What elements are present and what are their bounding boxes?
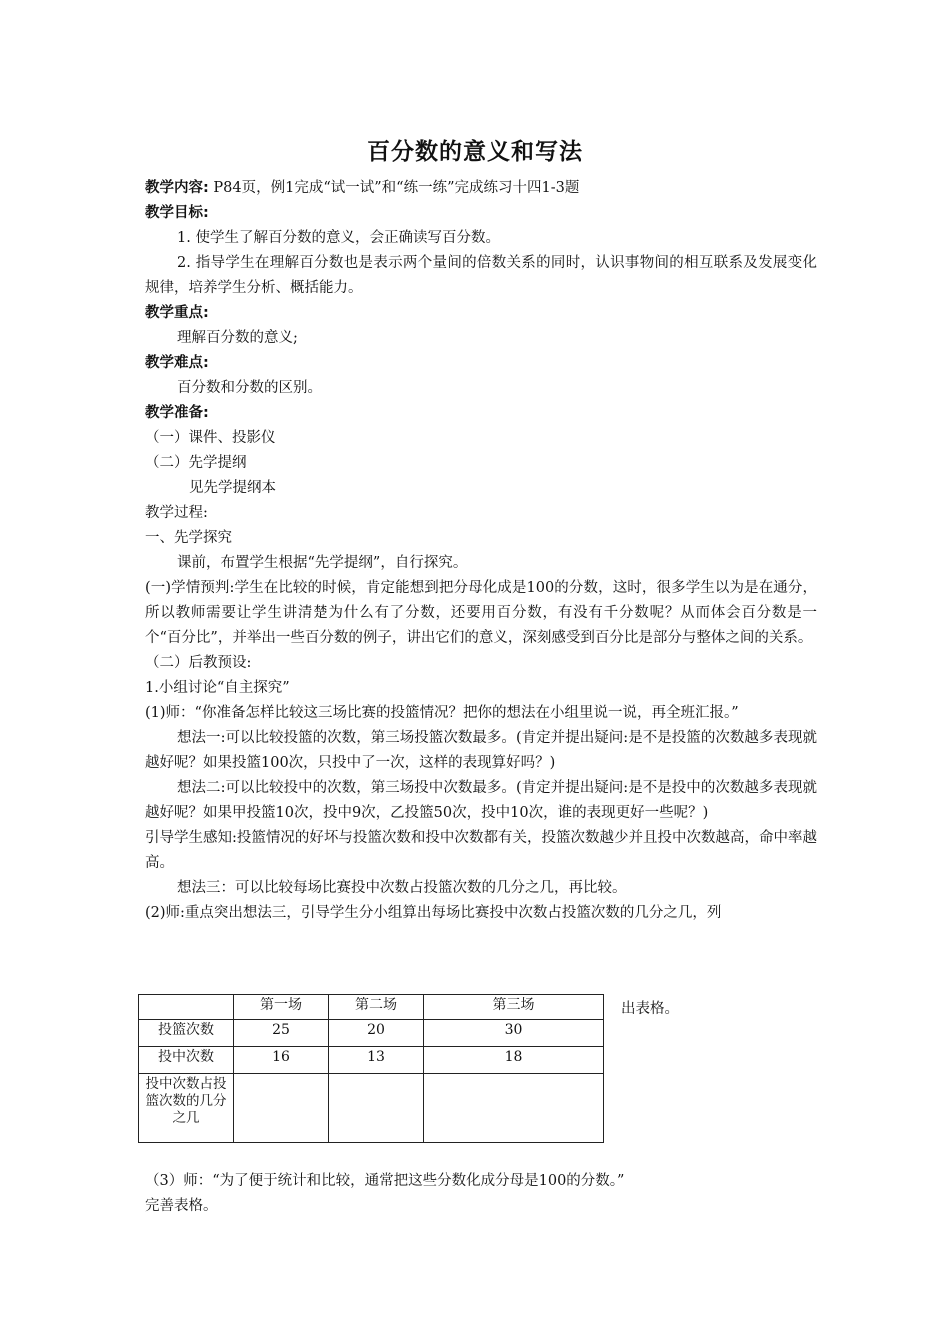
process-heading: 教学过程:: [145, 505, 208, 521]
table-cell: 30: [424, 1020, 604, 1047]
paragraph: (一)学情预判:学生在比较的时候，肯定能想到把分母化成是100的分数，这时，很多学生以为是在通分，所以教师需要让学生讲清楚为什么有了分数，还要用百分数，有没有千分数呢？从而体会百分数是一个“百分比”，并举出一些百分数的例子，讲出它们的意义，深刻感受到百分比是部分与整体之间的关系。: [145, 580, 817, 646]
paragraph: 引导学生感知:投篮情况的好坏与投篮次数和投中次数都有关，投篮次数越少并且投中次数越高，命中率越高。: [145, 830, 817, 871]
key-label: 教学重点:: [145, 305, 209, 321]
table-header-cell: [139, 995, 234, 1020]
prep-item-1: （一）课件、投影仪: [145, 430, 276, 446]
page-title: 百分数的意义和写法: [367, 139, 583, 165]
paragraph: (1)师：“你准备怎样比较这三场比赛的投篮情况？把你的想法在小组里说一说，再全班汇报。”: [145, 705, 739, 721]
difficulty-text: 百分数和分数的区别。: [177, 380, 322, 396]
table-header-cell: 第三场: [424, 995, 604, 1020]
difficulty-label: 教学难点:: [145, 355, 209, 371]
content-label: 教学内容:: [145, 180, 209, 196]
content-line: [145, 176, 817, 201]
table-cell: 13: [329, 1047, 424, 1074]
table-header-cell: 第二场: [329, 995, 424, 1020]
paragraph: 想法二:可以比较投中的次数，第三场投中次数最多。(肯定并提出疑问:是不是投中的次数越多表现就越好呢？如果甲投篮10次，投中9次，乙投篮50次，投中10次，谁的表现更好一些呢？): [145, 780, 817, 821]
goal-item-1: 1. 使学生了解百分数的意义，会正确读写百分数。: [177, 230, 500, 246]
table-cell: 18: [424, 1047, 604, 1074]
paragraph: 课前，布置学生根据“先学提纲”，自行探究。: [177, 555, 468, 571]
paragraph: （二）后教预设:: [145, 655, 252, 671]
stats-table: [138, 994, 604, 1143]
key-text: 理解百分数的意义;: [177, 330, 298, 346]
paragraph: 想法一:可以比较投篮的次数，第三场投篮次数最多。(肯定并提出疑问:是不是投篮的次数越多表现就越好呢？如果投篮100次，只投中了一次，这样的表现算好吗？): [145, 730, 817, 771]
section-heading: 一、先学探究: [145, 530, 232, 546]
table-cell: 20: [329, 1020, 424, 1047]
table-header-row: [139, 995, 604, 1020]
after-table: [145, 1169, 624, 1219]
table-row: [139, 1020, 604, 1047]
table-cell: 投篮次数: [139, 1020, 234, 1047]
table-cell: [329, 1074, 424, 1143]
table-row: [139, 1047, 604, 1074]
paragraph: 想法三：可以比较每场比赛投中次数占投篮次数的几分之几，再比较。: [177, 880, 627, 896]
content-text: P84页，例1完成“试一试”和“练一练”完成练习十四1-3题: [208, 180, 580, 196]
prep-label: 教学准备:: [145, 405, 209, 421]
paragraph: （3）师：“为了便于统计和比较，通常把这些分数化成分母是100的分数。”: [145, 1173, 625, 1189]
table-row: [139, 1074, 604, 1143]
table-header-cell: 第一场: [234, 995, 329, 1020]
paragraph-continuation: 出表格。: [621, 1001, 679, 1017]
goals-label: 教学目标:: [145, 205, 209, 221]
prep-item-2: （二）先学提纲: [145, 455, 247, 471]
table-cell: 25: [234, 1020, 329, 1047]
paragraph: 完善表格。: [145, 1198, 218, 1214]
paragraph: 1.小组讨论“自主探究”: [145, 680, 290, 696]
prep-note: 见先学提纲本: [189, 480, 276, 496]
table-cell: [234, 1074, 329, 1143]
goal-item-2: 2. 指导学生在理解百分数也是表示两个量间的倍数关系的同时，认识事物间的相互联系及发展变化规律，培养学生分析、概括能力。: [145, 255, 817, 296]
table-cell: 投中次数: [139, 1047, 234, 1074]
lesson-body: [145, 176, 817, 926]
table-cell: 投中次数占投篮次数的几分之几: [139, 1074, 234, 1143]
table-cell: 16: [234, 1047, 329, 1074]
paragraph: (2)师:重点突出想法三，引导学生分小组算出每场比赛投中次数占投篮次数的几分之几，列: [145, 905, 722, 921]
table-cell: [424, 1074, 604, 1143]
